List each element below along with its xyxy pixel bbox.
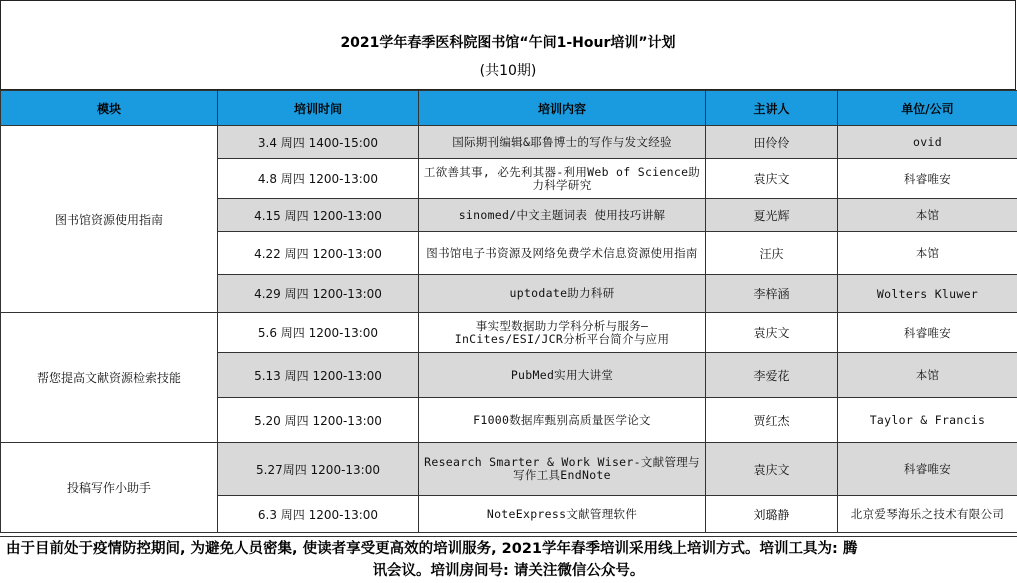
time-cell: 5.13 周四 1200-13:00 <box>218 353 419 398</box>
org-cell: ovid <box>838 126 1017 159</box>
time-cell: 4.8 周四 1200-13:00 <box>218 159 419 199</box>
content-cell: sinomed/中文主题词表 使用技巧讲解 <box>419 199 706 232</box>
footer-line-2: 讯会议。培训房间号: 请关注微信公众号。 <box>372 563 645 579</box>
speaker-cell: 刘璐静 <box>706 496 838 533</box>
time-cell: 6.3 周四 1200-13:00 <box>218 496 419 533</box>
time-cell: 5.27周四 1200-13:00 <box>218 443 419 496</box>
page-subtitle: (共10期) <box>479 63 537 79</box>
speaker-cell: 李梓涵 <box>706 275 838 313</box>
time-cell: 5.6 周四 1200-13:00 <box>218 313 419 353</box>
org-cell: 科睿唯安 <box>838 313 1017 353</box>
header-time: 培训时间 <box>218 91 419 126</box>
header-module: 模块 <box>1 91 218 126</box>
speaker-cell: 夏光辉 <box>706 199 838 232</box>
content-cell: 事实型数据助力学科分析与服务— InCites/ESI/JCR分析平台简介与应用 <box>419 313 706 353</box>
time-cell: 5.20 周四 1200-13:00 <box>218 398 419 443</box>
time-cell: 4.22 周四 1200-13:00 <box>218 232 419 275</box>
org-cell: 本馆 <box>838 232 1017 275</box>
speaker-cell: 袁庆文 <box>706 443 838 496</box>
module-cell: 投稿写作小助手 <box>1 443 218 533</box>
speaker-cell: 田伶伶 <box>706 126 838 159</box>
page-title: 2021学年春季医科院图书馆“午间1-Hour培训”计划 <box>340 35 676 51</box>
schedule-table <box>0 90 1017 533</box>
table-row <box>1 443 1017 496</box>
time-cell: 4.29 周四 1200-13:00 <box>218 275 419 313</box>
speaker-cell: 袁庆文 <box>706 159 838 199</box>
org-cell: 科睿唯安 <box>838 443 1017 496</box>
speaker-cell: 李爱花 <box>706 353 838 398</box>
org-cell: 本馆 <box>838 199 1017 232</box>
org-cell: 科睿唯安 <box>838 159 1017 199</box>
footer-line-1: 由于目前处于疫情防控期间, 为避免人员密集, 使读者享受更高效的培训服务, 2021学年春季培训采用线上培训方式。培训工具为: 腾 <box>6 541 858 557</box>
time-cell: 4.15 周四 1200-13:00 <box>218 199 419 232</box>
header-org: 单位/公司 <box>838 91 1017 126</box>
table-header-row <box>1 91 1017 126</box>
table-row <box>1 126 1017 159</box>
content-cell: NoteExpress文献管理软件 <box>419 496 706 533</box>
header-content: 培训内容 <box>419 91 706 126</box>
speaker-cell: 袁庆文 <box>706 313 838 353</box>
module-cell: 图书馆资源使用指南 <box>1 126 218 313</box>
org-cell: 北京爱琴海乐之技术有限公司 <box>838 496 1017 533</box>
footer-notice <box>0 536 1017 583</box>
speaker-cell: 贾红杰 <box>706 398 838 443</box>
content-cell: 图书馆电子书资源及网络免费学术信息资源使用指南 <box>419 232 706 275</box>
content-cell: 工欲善其事, 必先利其器-利用Web of Science助力科学研究 <box>419 159 706 199</box>
table-row <box>1 313 1017 353</box>
module-cell: 帮您提高文献资源检索技能 <box>1 313 218 443</box>
header-speaker: 主讲人 <box>706 91 838 126</box>
org-cell: 本馆 <box>838 353 1017 398</box>
speaker-cell: 汪庆 <box>706 232 838 275</box>
org-cell: Wolters Kluwer <box>838 275 1017 313</box>
org-cell: Taylor & Francis <box>838 398 1017 443</box>
content-cell: uptodate助力科研 <box>419 275 706 313</box>
title-block <box>0 0 1016 90</box>
content-cell: 国际期刊编辑&耶鲁博士的写作与发文经验 <box>419 126 706 159</box>
content-cell: Research Smarter & Work Wiser-文献管理与写作工具EndNote <box>419 443 706 496</box>
time-cell: 3.4 周四 1400-15:00 <box>218 126 419 159</box>
content-cell: F1000数据库甄别高质量医学论文 <box>419 398 706 443</box>
content-cell: PubMed实用大讲堂 <box>419 353 706 398</box>
